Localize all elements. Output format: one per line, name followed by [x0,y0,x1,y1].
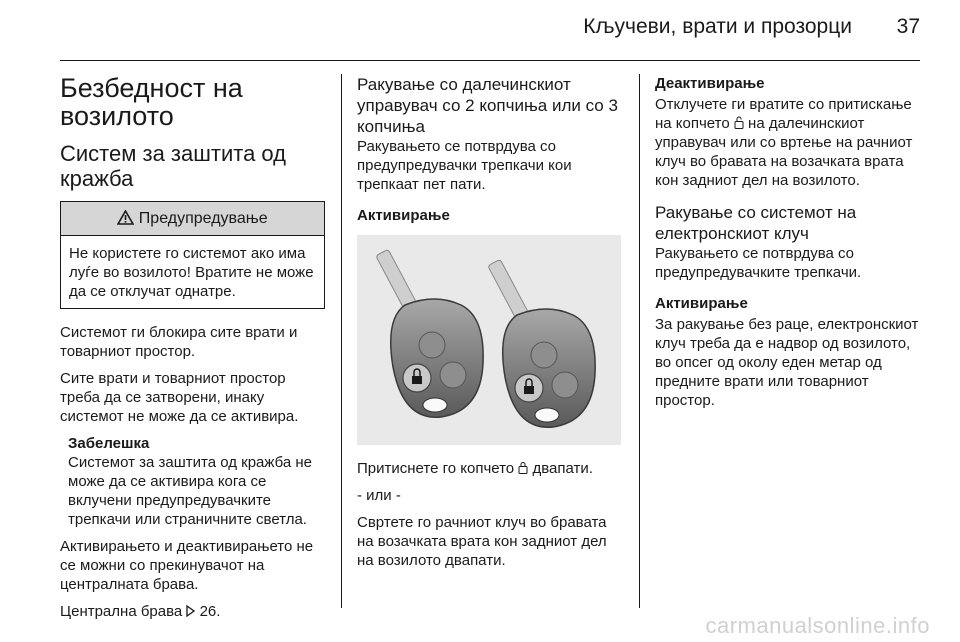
paragraph: - или - [357,487,401,504]
subsection-heading: Систем за заштита од кражба [60,141,287,191]
column-divider-2 [639,74,640,608]
paragraph: Сите врати и товарниот простор треба да се затворени, инаку системот не може да се активира. [60,370,299,425]
warning-body: Не користете го системот ако има луѓе во возилото! Вратите не може да се отклучат однатре. [69,245,314,300]
paragraph [655,95,925,190]
activation-subheading: Активирање [357,207,450,224]
paragraph: Системот ги блокира сите врати и товарниот простор. [60,324,298,360]
column-2 [357,74,627,578]
warning-box [60,201,325,309]
paragraph: За ракување без раце, електронскиот клуч треба да е надвор од возилото, во опсег од околу еден метар од предните врати или товарниот простор. [655,316,919,409]
unlock-icon [734,115,748,132]
page-reference-icon [186,603,199,620]
note-body: Системот за заштита од кражба не може да се активира кога се вклучени предупредувачките трепкачи или страничните светла. [68,454,312,528]
lock-icon [518,460,532,477]
subsection-heading: Ракување со системот на електронскиот клуч [655,203,857,243]
paragraph: Активирањето и деактивирањето не се можни со прекинувачот на централната брава. [60,538,314,593]
page-header-title: Кључеви, врати и прозорци [583,15,852,38]
column-1 [60,74,325,629]
page-number: 37 [896,15,920,38]
activation-subheading: Активирање [655,295,748,312]
warning-triangle-icon [117,210,138,227]
reference-page: 26. [199,603,221,620]
note-title: Забелешка [68,435,150,452]
text-fragment: на далечинскиот управувач или со вртење на рачниот клуч во бравата на возачката врата кон задниот дел на возилото. [655,115,913,189]
paragraph [357,459,627,478]
section-heading: Безбедност на возилото [60,73,243,131]
column-divider-1 [341,74,342,608]
note [60,434,325,529]
warning-title: Предупредување [138,210,268,227]
deactivation-subheading: Деактивирање [655,75,765,92]
text-fragment: Отклучете ги вратите со притискање на копчето [655,96,912,132]
paragraph: Свртете го рачниот клуч во бравата на возачката врата кон задниот дел на возилото двапати. [357,514,607,569]
paragraph: Ракувањето се потврдува со предупредувачки трепкачи кои трепкаат пет пати. [357,138,572,193]
paragraph: Ракувањето се потврдува со предупредувачките трепкачи. [655,245,862,281]
warning-header [61,202,324,236]
subsection-heading: Ракување со далечинскиот управувач со 2 копчиња или со 3 копчиња [357,75,618,136]
cross-reference [60,602,325,621]
text-fragment: двапати. [532,460,593,477]
text-fragment: Притиснете го копчето [357,460,515,477]
reference-text: Централна брава [60,603,183,620]
watermark: carmanualsonline.info [705,613,930,638]
header-rule [60,60,920,61]
remote-keys-illustration [357,235,621,445]
column-3 [655,74,925,418]
